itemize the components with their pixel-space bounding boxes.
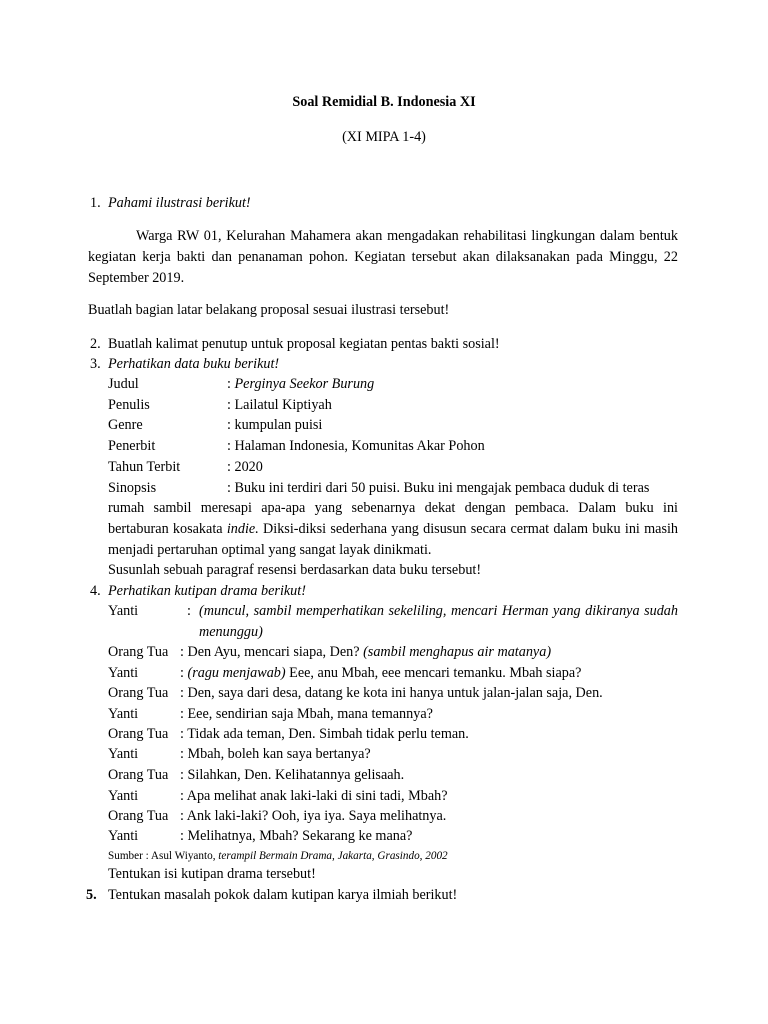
- dialogue-line: : Tidak ada teman, Den. Simbah tidak perlu teman.: [180, 726, 469, 742]
- q1-number: 1.: [90, 195, 101, 211]
- sinopsis-label: Sinopsis: [108, 480, 157, 496]
- dialogue-line: : Eee, sendirian saja Mbah, mana temannya?: [180, 706, 433, 722]
- dialogue-line: : Apa melihat anak laki-laki di sini tadi, Mbah?: [180, 788, 448, 804]
- sinopsis-text: Diksi-diksi sederhana yang disusun secara cermat dalam buku ini masih menjadi pertaruhan optimal yang sangat layak dinikmati.: [108, 521, 679, 558]
- dialogue-speaker: Yanti: [108, 746, 139, 762]
- dialogue-speaker: Orang Tua: [108, 644, 169, 660]
- sinopsis-body: [108, 498, 678, 561]
- q3-prompt: Perhatikan data buku berikut!: [108, 356, 280, 372]
- book-field-value: : Lailatul Kiptiyah: [227, 397, 332, 413]
- book-title: Perginya Seekor Burung: [234, 376, 375, 392]
- book-field-label: Penulis: [108, 397, 150, 413]
- page-subtitle: (XI MIPA 1-4): [342, 129, 426, 145]
- book-field-label: Tahun Terbit: [108, 459, 181, 475]
- q3-task: Susunlah sebuah paragraf resensi berdasarkan data buku tersebut!: [108, 562, 482, 578]
- q4-number: 4.: [90, 583, 101, 599]
- dialogue-speaker: Yanti: [108, 788, 139, 804]
- q4-prompt: Perhatikan kutipan drama berikut!: [108, 583, 306, 599]
- dialogue-speaker: Yanti: [108, 665, 139, 681]
- page-title: Soal Remidial B. Indonesia XI: [292, 94, 476, 110]
- book-field-value: : Halaman Indonesia, Komunitas Akar Pohon: [227, 438, 485, 454]
- sinopsis-italic: indie.: [226, 521, 259, 537]
- dialogue-stage-direction: (sambil menghapus air matanya): [363, 644, 552, 660]
- dialogue-stage-direction: (ragu menjawab): [187, 665, 286, 681]
- sinopsis-first-line: : Buku ini terdiri dari 50 puisi. Buku ini mengajak pembaca duduk di teras: [227, 480, 650, 496]
- book-field-value: : Perginya Seekor Burung: [227, 376, 375, 392]
- dialogue-speaker: Yanti: [108, 706, 139, 722]
- book-field-value: : 2020: [227, 459, 263, 475]
- q5-number: 5.: [86, 887, 97, 903]
- book-field-label: Genre: [108, 417, 143, 433]
- dialogue-text: :: [180, 665, 188, 681]
- q4-task: Tentukan isi kutipan drama tersebut!: [108, 866, 316, 882]
- source-text: Sumber : Asul Wiyanto,: [108, 850, 219, 862]
- dialogue-line: : Ank laki-laki? Ooh, iya iya. Saya melihatnya.: [180, 808, 447, 824]
- book-field-value: : kumpulan puisi: [227, 417, 323, 433]
- dialogue-speaker: Orang Tua: [108, 726, 169, 742]
- q3-number: 3.: [90, 356, 101, 372]
- dialogue-text: : Den Ayu, mencari siapa, Den?: [180, 644, 364, 660]
- book-field-label: Penerbit: [108, 438, 156, 454]
- sinopsis-text: rumah sambil meresapi apa-apa yang sebenarnya dekat dengan pembaca. Dalam buku ini bertaburan kosakata: [108, 500, 678, 537]
- dialogue-line: : Mbah, boleh kan saya bertanya?: [180, 746, 371, 762]
- dialogue-speaker: Yanti: [108, 828, 139, 844]
- q2-number: 2.: [90, 336, 101, 352]
- q5-text: Tentukan masalah pokok dalam kutipan karya ilmiah berikut!: [108, 887, 458, 903]
- dialogue-speaker: Orang Tua: [108, 767, 169, 783]
- drama-source: [108, 846, 448, 866]
- dialogue-text: Eee, anu Mbah, eee mencari temanku. Mbah siapa?: [285, 665, 582, 681]
- book-field-label: Judul: [108, 376, 139, 392]
- dialogue-line: : Silahkan, Den. Kelihatannya gelisaah.: [180, 767, 405, 783]
- q1-illustration: Warga RW 01, Kelurahan Mahamera akan mengadakan rehabilitasi lingkungan dalam bentuk kegiatan kerja bakti dan penanaman pohon. Kegiatan tersebut akan dilaksanakan pada Minggu, 22 September 2019.: [88, 228, 678, 286]
- q1-task: Buatlah bagian latar belakang proposal sesuai ilustrasi tersebut!: [88, 302, 450, 318]
- dialogue-line: [180, 663, 581, 683]
- source-italic: terampil Bermain Drama, Jakarta, Grasindo, 2002: [218, 850, 448, 862]
- dialogue-line: [180, 642, 551, 662]
- q1-prompt: Pahami ilustrasi berikut!: [108, 195, 251, 211]
- dialogue-line: : Den, saya dari desa, datang ke kota ini hanya untuk jalan-jalan saja, Den.: [180, 685, 603, 701]
- dialogue-line: : Melihatnya, Mbah? Sekarang ke mana?: [180, 828, 413, 844]
- q2-text: Buatlah kalimat penutup untuk proposal kegiatan pentas bakti sosial!: [108, 336, 500, 352]
- dialogue-colon: :: [187, 603, 191, 619]
- dialogue-stage-direction: (muncul, sambil memperhatikan sekeliling, mencari Herman yang dikiranya sudah menunggu): [199, 603, 678, 640]
- dialogue-speaker: Orang Tua: [108, 685, 169, 701]
- dialogue-speaker: Orang Tua: [108, 808, 169, 824]
- dialogue-speaker: Yanti: [108, 603, 139, 619]
